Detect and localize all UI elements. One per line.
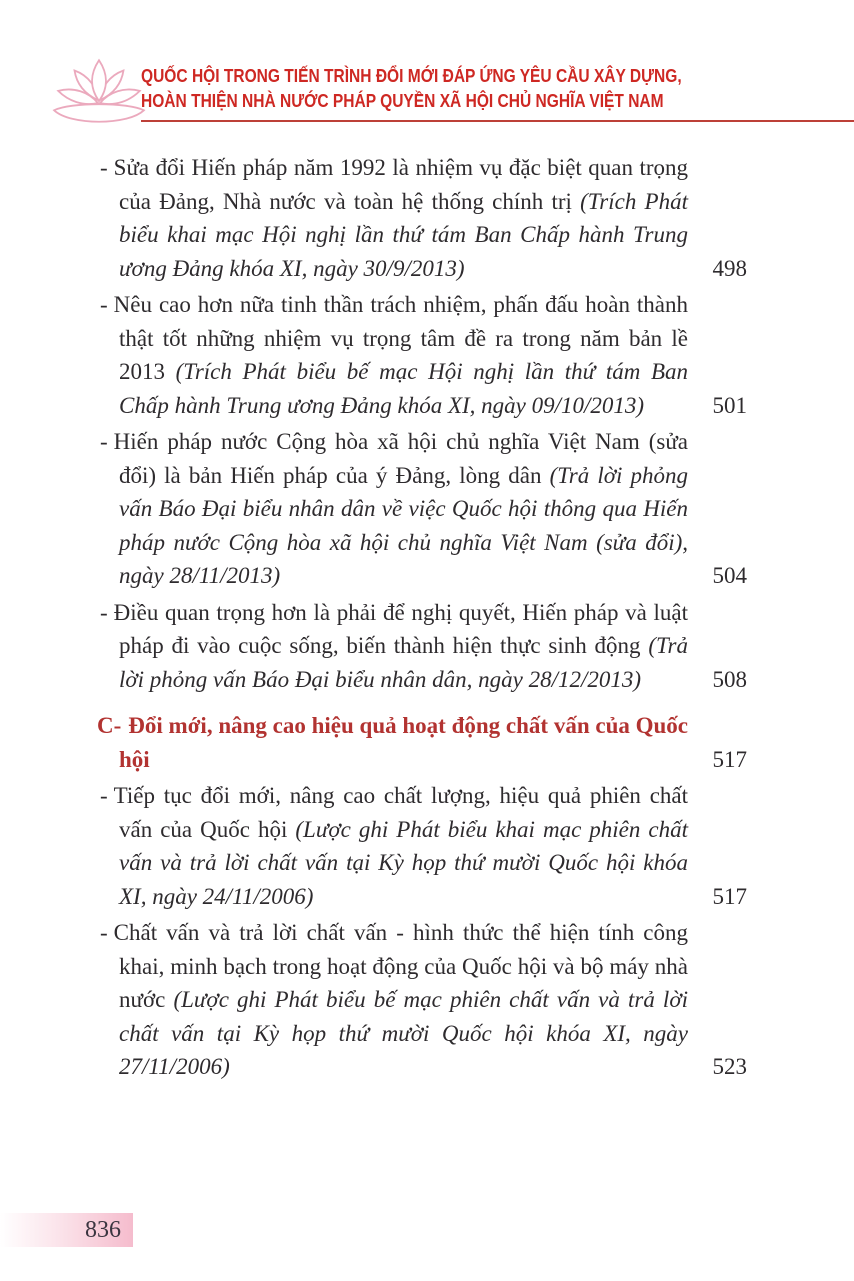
- book-title-line1-text: QUỐC HỘI TRONG TIẾN TRÌNH ĐỔI MỚI ĐÁP ỨNG YÊU CẦU XÂY DỰNG,: [141, 65, 682, 86]
- entry-text: Tiếp tục đổi mới, nâng cao chất lượng, hiệu quả phiên chất vấn của Quốc hội: [113, 783, 688, 842]
- entry-dash: -: [100, 429, 108, 454]
- page-number: 836: [85, 1217, 121, 1243]
- toc-entry: [100, 779, 747, 913]
- entry-page-number: 508: [712, 666, 747, 692]
- entry-text: Sửa đổi Hiến pháp năm 1992 là nhiệm vụ đặc biệt quan trọng của Đảng, Nhà nước và toàn hệ thống chính trị: [113, 155, 688, 214]
- toc-list: [97, 151, 747, 1087]
- toc-entry: [100, 596, 747, 697]
- entry-page-number: 501: [712, 392, 747, 418]
- book-title-line2: [141, 88, 785, 113]
- header-rule: [141, 120, 854, 122]
- toc-entry: [100, 425, 747, 593]
- entry-dash: -: [100, 920, 108, 945]
- entry-text: Chất vấn và trả lời chất vấn - hình thức thể hiện tính công khai, minh bạch trong hoạt động của Quốc hội và bộ máy nhà nước: [113, 920, 688, 1012]
- entry-page-number: 517: [712, 883, 747, 909]
- entry-page-number: 504: [712, 563, 747, 588]
- entry-citation: (Lược ghi Phát biểu khai mạc phiên chất vấn và trả lời chất vấn tại Kỳ họp thứ mười Quốc hội khóa XI, ngày 24/11/2006): [119, 816, 688, 909]
- toc-entry: [100, 916, 747, 1084]
- entry-dash: -: [100, 155, 108, 180]
- entry-citation: (Lược ghi Phát biểu bế mạc phiên chất vấn và trả lời chất vấn tại Kỳ họp thứ mười Quốc hội khóa XI, ngày 27/11/2006): [119, 987, 688, 1079]
- entry-dash: -: [100, 783, 108, 808]
- book-title: [141, 63, 785, 113]
- entry-citation: (Trả lời phỏng vấn Báo Đại biểu nhân dân, ngày 28/12/2013): [119, 633, 688, 692]
- lotus-icon: [48, 54, 150, 138]
- entry-text: Hiến pháp nước Cộng hòa xã hội chủ nghĩa Việt Nam (sửa đổi) là bản Hiến pháp của ý Đảng, lòng dân: [113, 429, 688, 488]
- entry-dash: -: [100, 292, 108, 317]
- toc-entry: [100, 288, 747, 422]
- entry-citation: (Trích Phát biểu bế mạc Hội nghị lần thứ tám Ban Chấp hành Trung ương Đảng khóa XI, ngày 09/10/2013): [119, 359, 689, 418]
- entry-page-number: 523: [712, 1054, 747, 1079]
- entry-citation: (Trả lời phỏng vấn Báo Đại biểu nhân dân về việc Quốc hội thông qua Hiến pháp nước Cộng hòa xã hội chủ nghĩa Việt Nam (sửa đổi), ngày 28/11/2013): [119, 462, 689, 588]
- entry-page-number: 498: [712, 255, 747, 281]
- footer-page-bar: [0, 1213, 133, 1247]
- book-title-line2-text: HOÀN THIỆN NHÀ NƯỚC PHÁP QUYỀN XÃ HỘI CHỦ NGHĨA VIỆT NAM: [141, 90, 664, 111]
- entry-citation: (Trích Phát biểu khai mạc Hội nghị lần thứ tám Ban Chấp hành Trung ương Đảng khóa XI, ngày 30/9/2013): [119, 188, 688, 281]
- toc-entry: [100, 151, 747, 285]
- entry-text: Điều quan trọng hơn là phải để nghị quyết, Hiến pháp và luật pháp đi vào cuộc sống, biến thành hiện thực sinh động: [113, 599, 688, 658]
- section-heading-marker: C-: [97, 713, 122, 738]
- section-heading-page-number: 517: [712, 746, 747, 772]
- toc-section-heading: [97, 709, 747, 776]
- book-title-line1: [141, 63, 785, 88]
- entry-dash: -: [100, 599, 108, 625]
- entry-text: Nêu cao hơn nữa tinh thần trách nhiệm, phấn đấu hoàn thành thật tốt những nhiệm vụ trọng tâm đề ra trong năm bản lề 2013: [113, 292, 688, 384]
- section-heading-text: Đổi mới, nâng cao hiệu quả hoạt động chất vấn của Quốc hội: [119, 713, 688, 772]
